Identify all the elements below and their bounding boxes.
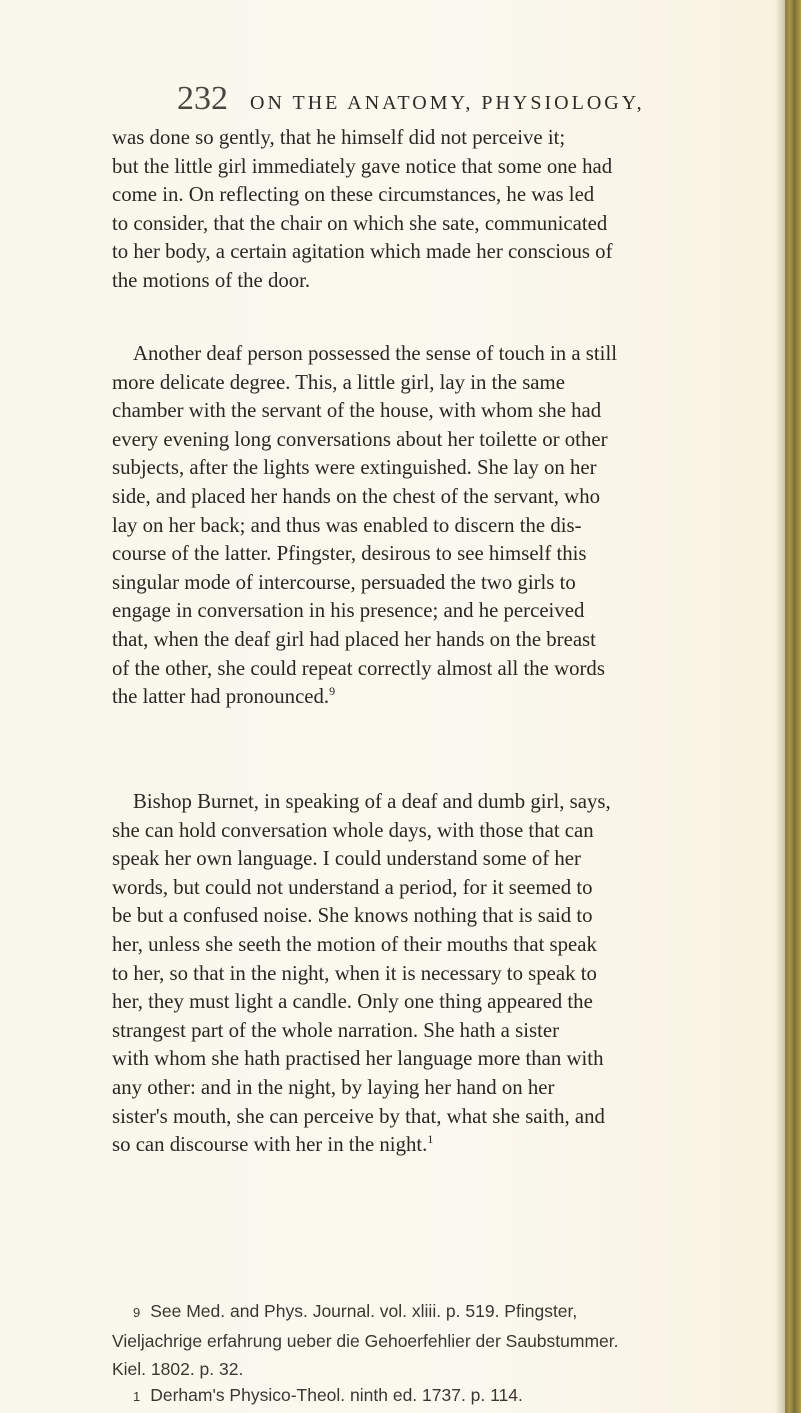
page-number: 232 [177, 80, 228, 117]
text-line: more delicate degree. This, a little girl, lay in the same [112, 370, 565, 394]
text-line: to her body, a certain agitation which made her conscious of [112, 240, 613, 264]
text-line: Bishop Burnet, in speaking of a deaf and dumb girl, says, [133, 790, 611, 813]
text-line: course of the latter. Pfingster, desirous to see himself this [112, 542, 587, 566]
text-line: that, when the deaf girl had placed her hands on the breast [112, 627, 596, 651]
text-line: with whom she hath practised her language more than with [112, 1047, 604, 1071]
text-line [112, 683, 772, 712]
text-line: her, unless she seeth the motion of their mouths that speak [112, 932, 597, 956]
footnote-line [112, 1381, 772, 1411]
text-line: come in. On reflecting on these circumstances, he was led [112, 183, 595, 207]
footnote-line: Kiel. 1802. p. 32. [112, 1359, 244, 1379]
text-line: but the little girl immediately gave notice that some one had [112, 154, 613, 178]
text-line: the motions of the door. [112, 268, 311, 292]
text-line: subjects, after the lights were extinguished. She lay on her [112, 456, 597, 480]
paragraph-1 [112, 124, 772, 296]
text-line: singular mode of intercourse, persuaded the two girls to [112, 570, 576, 594]
running-head: ON THE ANATOMY, PHYSIOLOGY, [250, 92, 645, 114]
text-line: to consider, that the chair on which she sate, communicated [112, 211, 608, 235]
footnote-line [112, 1297, 772, 1327]
text-line: Another deaf person possessed the sense of touch in a still [133, 342, 617, 365]
footnote-mark: 1 [133, 1389, 141, 1404]
binding-shadow [775, 0, 785, 1413]
footnote-reference: 9 [329, 684, 336, 699]
text-line: she can hold conversation whole days, with those that can [112, 818, 594, 842]
paragraph-2 [112, 340, 772, 712]
footnote-line: Vieljachrige erfahrung ueber die Gehoerfehlier der Saubstummer. [112, 1331, 619, 1351]
footnote-reference: 1 [427, 1132, 434, 1147]
text-line: to her, so that in the night, when it is necessary to speak to [112, 961, 597, 985]
text-line: was done so gently, that he himself did not perceive it; [112, 126, 566, 149]
footnote-text: See Med. and Phys. Journal. vol. xliii. p. 519. Pfingster, [150, 1301, 578, 1321]
footnote-mark: 9 [133, 1305, 141, 1320]
text-line: any other: and in the night, by laying her hand on her [112, 1075, 555, 1099]
binding-edge [785, 0, 801, 1413]
text-line: words, but could not understand a period, for it seemed to [112, 875, 593, 899]
text-line: every evening long conversations about her toilette or other [112, 427, 608, 451]
footnote-1 [112, 1381, 772, 1411]
text-line-content: the latter had pronounced. [112, 685, 330, 709]
text-line-content: so can discourse with her in the night. [112, 1133, 428, 1157]
text-line: lay on her back; and thus was enabled to discern the dis- [112, 513, 582, 537]
text-line: engage in conversation in his presence; and he perceived [112, 599, 585, 623]
paragraph-3 [112, 788, 772, 1160]
text-line: be but a confused noise. She knows nothing that is said to [112, 904, 593, 928]
text-line: her, they must light a candle. Only one thing appeared the [112, 990, 593, 1014]
text-line: sister's mouth, she can perceive by that, what she saith, and [112, 1104, 605, 1128]
text-line [112, 1131, 772, 1160]
footnote-text: Derham's Physico-Theol. ninth ed. 1737. p. 114. [150, 1385, 523, 1405]
text-line: speak her own language. I could understand some of her [112, 847, 581, 871]
text-line: of the other, she could repeat correctly almost all the words [112, 656, 605, 680]
footnote-9 [112, 1297, 772, 1383]
text-line: strangest part of the whole narration. She hath a sister [112, 1018, 560, 1042]
text-line: chamber with the servant of the house, with whom she had [112, 399, 602, 423]
text-line: side, and placed her hands on the chest of the servant, who [112, 484, 600, 508]
